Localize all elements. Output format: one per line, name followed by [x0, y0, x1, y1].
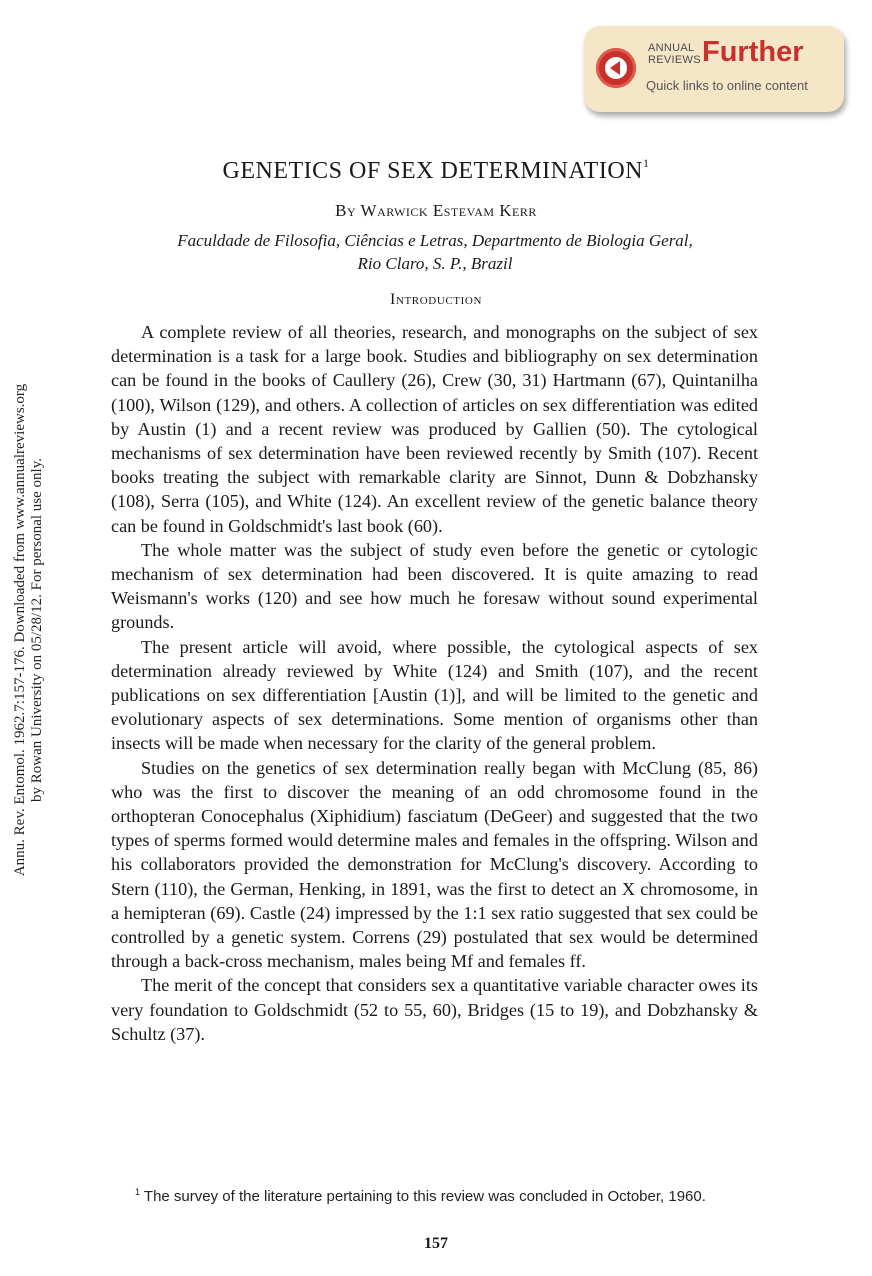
page-number: 157: [424, 1235, 448, 1252]
article-affiliation: Faculdade de Filosofia, Ciências e Letras, Departmento de Biologia Geral, Rio Claro, S. P., Brazil: [177, 231, 693, 273]
side-citation-line1: Annu. Rev. Entomol. 1962.7:157-176. Downloaded from www.annualreviews.org: [12, 383, 28, 877]
paragraph: The whole matter was the subject of study even before the genetic or cytologic mechanism of sex determination had been discovered. It is quite amazing to read Weismann's works (120) and see how much he foresaw without sound experimental grounds.: [111, 539, 758, 633]
footnote-mark: 1: [135, 1187, 141, 1197]
footnote: $^1$ The survey of the literature pertaining to this review was concluded in October, 1960.: [135, 1187, 706, 1205]
paragraph: The present article will avoid, where possible, the cytological aspects of sex determination already reviewed by White (124) and Smith (107), and the recent publications on sex differentiation [Austin (1)], and will be limited to the genetic and evolutionary aspects of sex determinations. Some mention of organisms other than insects will be made when necessary for the clarity of the general problem.: [111, 636, 758, 754]
annual-reviews-logo-text: ANNUAL REVIEWS: [648, 42, 701, 66]
side-citation-line2: by Rowan University on 05/28/12. For personal use only.: [29, 458, 45, 802]
further-badge[interactable]: [584, 26, 844, 112]
speaker-arrow-icon: [596, 48, 636, 88]
paragraph: A complete review of all theories, research, and monographs on the subject of sex determination is a task for a large book. Studies and bibliography on sex determination can be found in the books of Caullery (26), Crew (30, 31) Hartmann (67), Quintanilha (100), Wilson (129), and others. A collection of articles on sex differentiation was edited by Austin (1) and a recent review was produced by Gallien (50). The cytological mechanisms of sex determination have been reviewed recently by Smith (107). Recent books treating the subject with remarkable clarity are Sinnot, Dunn & Dobzhansky (108), Serra (105), and White (124). An excellent review of the genetic balance theory can be found in Goldschmidt's last book (60).: [111, 322, 758, 536]
title-footnote-mark: 1: [642, 156, 650, 170]
section-heading: Introduction: [390, 291, 482, 308]
article-author: By Warwick Estevam Kerr: [335, 201, 537, 220]
further-label: Further: [702, 36, 804, 68]
paragraph: Studies on the genetics of sex determination really began with McClung (85, 86) who was the first to discover the meaning of an odd chromosome found in the orthopteran Conocephalus (Xiphidium) fasciatum (DeGeer) and suggested that the two types of sperms formed would determine males and females in the offspring. Wilson and his collaborators provided the demonstration for McClung's discovery. According to Stern (110), the German, Henking, in 1891, was the first to detect an X chromosome, in a hemipteran (69). Castle (24) impressed by the 1:1 sex ratio suggested that sex could be controlled by a genetic system. Correns (29) postulated that sex would be determined through a back-cross mechanism, males being Mf and females ff.: [111, 757, 758, 972]
paragraph: The merit of the concept that considers sex a quantitative variable character owes its very foundation to Goldschmidt (52 to 55, 60), Bridges (15 to 19), and Dobzhansky & Schultz (37).: [111, 975, 758, 1044]
quick-links-text[interactable]: Quick links to online content: [646, 78, 808, 93]
article-title: GENETICS OF SEX DETERMINATION$^1$: [222, 156, 650, 184]
article-body: [111, 320, 758, 1046]
